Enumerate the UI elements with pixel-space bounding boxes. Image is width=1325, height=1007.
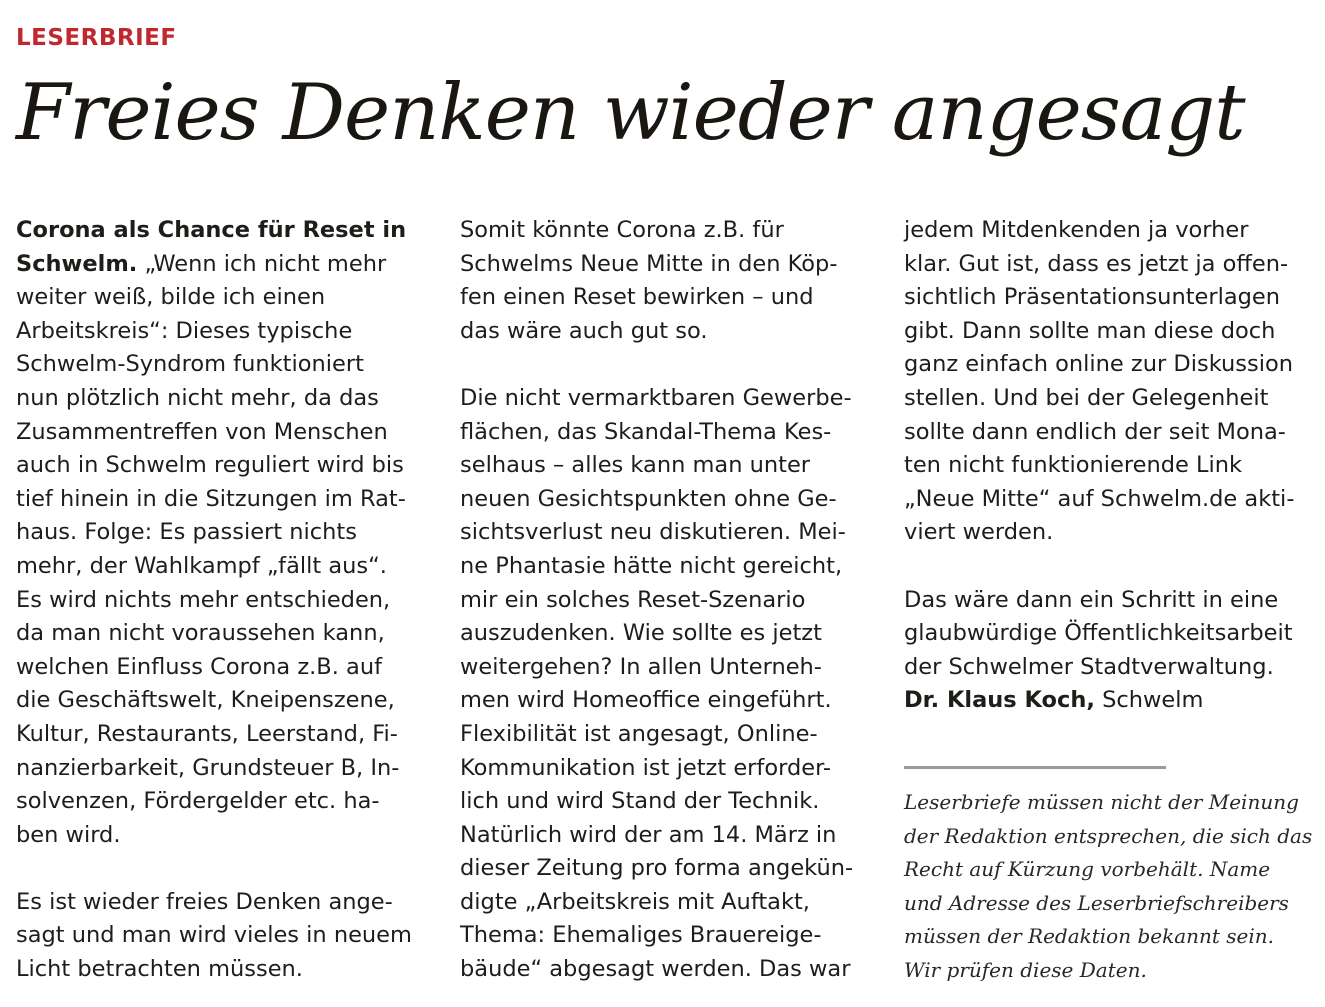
- lead-text: „Wenn ich nicht mehr: [137, 250, 387, 277]
- disclaimer-line: der Redaktion entsprechen, die sich das: [904, 823, 1313, 848]
- text-line: gibt. Dann sollte man diese doch: [904, 317, 1276, 344]
- disclaimer: [904, 786, 1320, 988]
- headline: Freies Denken wieder angesagt: [16, 68, 1245, 158]
- text-line: sichtsverlust neu diskutieren. Mei-: [460, 519, 846, 546]
- disclaimer-line: Wir prüfen diese Daten.: [904, 957, 1147, 982]
- author-city: Schwelm: [1094, 687, 1204, 714]
- text-line: neuen Gesichtspunkten ohne Ge-: [460, 485, 837, 512]
- text-line: Arbeitskreis“: Dieses typische: [16, 317, 353, 344]
- column-1: [16, 214, 428, 987]
- text-line: sichtlich Präsentationsunterlagen: [904, 284, 1281, 311]
- text-line: Thema: Ehemaliges Brauereige-: [460, 922, 822, 949]
- lead-bold: Schwelm.: [16, 250, 138, 277]
- text-line: haus. Folge: Es passiert nichts: [16, 519, 357, 546]
- disclaimer-line: Recht auf Kürzung vorbehält. Name: [904, 857, 1271, 882]
- text-line: dieser Zeitung pro forma angekün-: [460, 855, 854, 882]
- text-line: Die nicht vermarktbaren Gewerbe-: [460, 384, 852, 411]
- text-line: die Geschäftswelt, Kneipenszene,: [16, 687, 395, 714]
- lead-bold: Corona als Chance für Reset in: [16, 217, 407, 243]
- section-kicker: LESERBRIEF: [16, 25, 177, 51]
- text-line: digte „Arbeitskreis mit Auftakt,: [460, 888, 810, 915]
- text-line: Es wird nichts mehr entschieden,: [16, 586, 391, 613]
- text-line: Das wäre dann ein Schritt in eine: [904, 586, 1279, 613]
- text-line: solvenzen, Fördergelder etc. ha-: [16, 788, 380, 815]
- text-line: nun plötzlich nicht mehr, da das: [16, 384, 379, 411]
- text-line: „Neue Mitte“ auf Schwelm.de akti-: [904, 485, 1295, 512]
- text-line: auszudenken. Wie sollte es jetzt: [460, 620, 822, 647]
- column-3: [904, 214, 1320, 718]
- text-line: sagt und man wird vieles in neuem: [16, 922, 412, 949]
- text-line: Kultur, Restaurants, Leerstand, Fi-: [16, 720, 398, 747]
- text-line: das wäre auch gut so.: [460, 317, 708, 344]
- text-line: Natürlich wird der am 14. März in: [460, 821, 837, 848]
- text-line: mehr, der Wahlkampf „fällt aus“.: [16, 552, 387, 579]
- text-line: men wird Homeoffice eingeführt.: [460, 687, 832, 714]
- paragraph-gap: [16, 852, 428, 886]
- column-2: [460, 214, 872, 987]
- text-line: klar. Gut ist, dass es jetzt ja offen-: [904, 250, 1289, 277]
- text-line: Schwelm-Syndrom funktioniert: [16, 351, 364, 378]
- text-line: Kommunikation ist jetzt erforder-: [460, 754, 832, 781]
- divider-rule: [904, 766, 1166, 769]
- text-line: ganz einfach online zur Diskussion: [904, 351, 1294, 378]
- text-line: Licht betrachten müssen.: [16, 956, 303, 983]
- disclaimer-line: Leserbriefe müssen nicht der Meinung: [904, 790, 1299, 814]
- text-line: Somit könnte Corona z.B. für: [460, 217, 784, 243]
- text-line: ne Phantasie hätte nicht gereicht,: [460, 552, 843, 579]
- text-line: da man nicht voraussehen kann,: [16, 620, 385, 647]
- text-line: Flexibilität ist angesagt, Online-: [460, 720, 818, 747]
- text-line: [16, 248, 428, 282]
- disclaimer-line: und Adresse des Leserbriefschreibers: [904, 890, 1289, 915]
- author-name: Dr. Klaus Koch,: [904, 687, 1095, 714]
- text-line: weiter weiß, bilde ich einen: [16, 284, 326, 311]
- text-line: jedem Mitdenkenden ja vorher: [904, 217, 1249, 243]
- text-line: der Schwelmer Stadtverwaltung.: [904, 653, 1274, 680]
- text-line: flächen, das Skandal-Thema Kes-: [460, 418, 832, 445]
- author-line: [904, 684, 1320, 718]
- text-line: Zusammentreffen von Menschen: [16, 418, 388, 445]
- text-line: ben wird.: [16, 821, 121, 848]
- text-line: stellen. Und bei der Gelegenheit: [904, 384, 1269, 411]
- text-line: [16, 214, 428, 248]
- text-line: glaubwürdige Öffentlichkeitsarbeit: [904, 620, 1293, 647]
- disclaimer-line: müssen der Redaktion bekannt sein.: [904, 924, 1275, 949]
- paragraph-gap: [904, 550, 1320, 584]
- text-line: nanzierbarkeit, Grundsteuer B, In-: [16, 754, 400, 781]
- text-line: selhaus – alles kann man unter: [460, 452, 811, 479]
- text-line: Es ist wieder freies Denken ange-: [16, 888, 393, 915]
- text-line: viert werden.: [904, 519, 1054, 546]
- text-line: lich und wird Stand der Technik.: [460, 788, 820, 815]
- text-line: bäude“ abgesagt werden. Das war: [460, 956, 851, 983]
- text-line: weitergehen? In allen Unterneh-: [460, 653, 822, 680]
- text-line: fen einen Reset bewirken – und: [460, 284, 814, 311]
- text-line: sollte dann endlich der seit Mona-: [904, 418, 1286, 445]
- text-line: ten nicht funktionierende Link: [904, 452, 1243, 479]
- paragraph-gap: [460, 348, 872, 382]
- text-line: tief hinein in die Sitzungen im Rat-: [16, 485, 406, 512]
- text-line: welchen Einfluss Corona z.B. auf: [16, 653, 383, 680]
- text-line: mir ein solches Reset-Szenario: [460, 586, 806, 613]
- text-line: Schwelms Neue Mitte in den Köp-: [460, 250, 838, 277]
- text-line: auch in Schwelm reguliert wird bis: [16, 452, 404, 479]
